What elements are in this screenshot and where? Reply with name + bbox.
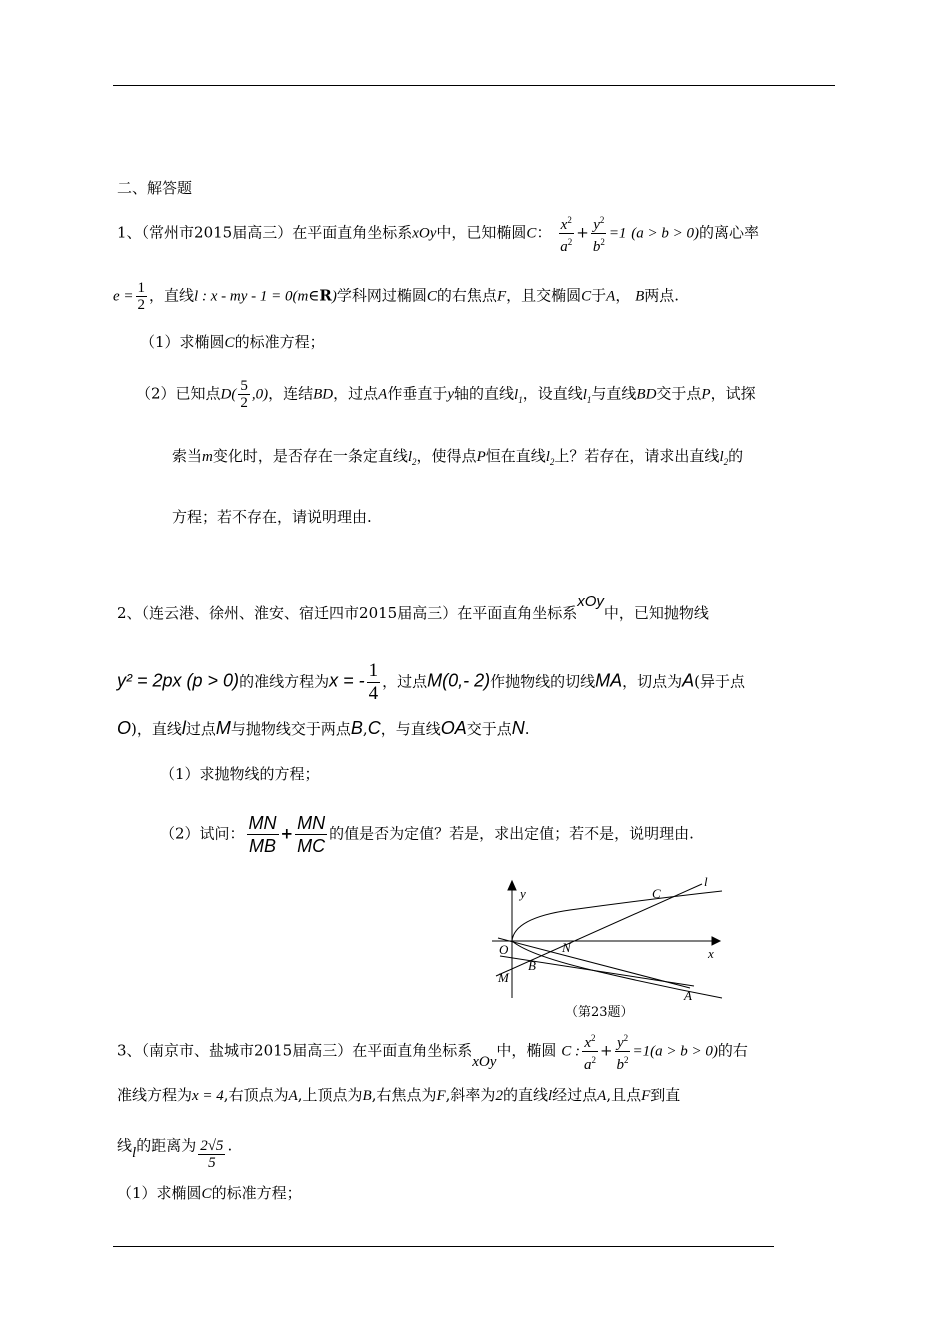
bottom-rule xyxy=(113,1246,774,1247)
q3-line3: 线l的距离为 $\frac{2√5}{5}$ . xyxy=(117,1136,233,1171)
q2-line2: y² = 2px (p > 0)的准线方程为x = - $\frac{1}{4}$ ，过点M(0,- 2)作抛物线的切线MA，切点为A(异于点 xyxy=(117,660,746,704)
q1-line1: 1、（常州市2015届高三）在平面直角坐标系xOy中，已知椭圆C： $\frac{x^2}{a^2}$ + $\frac{y^2}{b^2}$ =1 (a > b > 0)的离心率 xyxy=(117,212,759,255)
q3-frac-x2a2: $\frac{x^2}{a^2}$ xyxy=(582,1030,598,1073)
label-A: A xyxy=(684,988,692,1003)
q3-distance-frac: $\frac{2√5}{5}$ xyxy=(200,1138,224,1171)
q2-part2: （2）试问： $\frac{MN}{MB}$ + $\frac{MN}{MC}$ 的值是否为定值？若是，求出定值；若不是，说明理由. xyxy=(160,813,694,856)
x-axis-arrow xyxy=(712,937,720,945)
q3-line1: 3、（南京市、盐城市2015届高三）在平面直角坐标系xOy中，椭圆 C : $\frac{x^2}{a^2}$ + $\frac{y^2}{b^2}$ =1(a > b > 0)的右 xyxy=(117,1030,748,1073)
q1-frac-y2b2: $\frac{y^2}{b^2}$ xyxy=(591,212,607,255)
top-rule xyxy=(113,85,835,86)
q2-directrix-frac: $\frac{1}{4}$ xyxy=(368,660,379,704)
label-M: M xyxy=(498,970,509,985)
q2-line3: O)，直线l过点M与抛物线交于两点B,C，与直线OA交于点N. xyxy=(117,718,530,738)
q1-source: （常州市2015届高三） xyxy=(141,223,293,242)
q3-frac-y2b2: $\frac{y^2}{b^2}$ xyxy=(615,1030,631,1073)
label-B: B xyxy=(528,958,536,973)
section-title: 二、解答题 xyxy=(117,179,193,197)
parabola-figure xyxy=(490,876,740,1004)
label-x: x xyxy=(708,946,714,961)
watermark: 学科网 xyxy=(336,286,382,305)
q2-source: （连云港、徐州、淮安、宿迁四市2015届高三） xyxy=(141,604,458,622)
q3-part1: （1）求椭圆C的标准方程； xyxy=(117,1184,302,1202)
q1-frac-x2a2: $\frac{x^2}{a^2}$ xyxy=(558,212,574,255)
q1-part2-line2: 索当m变化时，是否存在一条定直线$l_2$，使得点P恒在直线$l_2$上？若存在，请求出直线$l_2$的 xyxy=(172,447,744,467)
label-O: O xyxy=(499,942,509,957)
parabola-upper xyxy=(512,891,722,941)
label-y: y xyxy=(520,886,526,901)
q1-part2-line1: （2）已知点D( $\frac{5}{2}$ ,0)，连结BD，过点A作垂直于y轴的直线$l_1$，设直线$l_1$与直线BD交于点P，试探 xyxy=(136,378,756,411)
label-N: N xyxy=(562,940,571,955)
q2-part1: （1）求抛物线的方程； xyxy=(160,765,320,783)
q2-line1: 2、（连云港、徐州、淮安、宿迁四市2015届高三）在平面直角坐标系xOy中，已知抛物线 xyxy=(117,593,709,622)
q1-part2-line3: 方程；若不存在，请说明理由. xyxy=(172,508,372,526)
q2-frac-mn-mb: $\frac{MN}{MB}$ xyxy=(248,813,277,856)
q1-e-frac: $\frac{1}{2}$ xyxy=(137,280,146,313)
q1-part1: （1）求椭圆C的标准方程； xyxy=(140,333,325,351)
q3-source: （南京市、盐城市2015届高三） xyxy=(141,1041,353,1060)
q3-line2: 准线方程为x = 4,右顶点为A,上顶点为B,右焦点为F,斜率为2的直线l经过点A,且点F到直 xyxy=(117,1086,681,1104)
q1-number: 1、 xyxy=(117,223,142,242)
q2-frac-mn-mc: $\frac{MN}{MC}$ xyxy=(297,813,326,856)
q1-D-frac: $\frac{5}{2}$ xyxy=(240,378,248,411)
label-C: C xyxy=(652,886,661,901)
label-l: l xyxy=(704,876,708,889)
q1-line2: e = $\frac{1}{2}$ ，直线l : x - my - 1 = 0(m∈R)学科网过椭圆C的右焦点F，且交椭圆C于A， B两点. xyxy=(113,280,680,313)
y-axis-arrow xyxy=(508,881,516,890)
line-l xyxy=(496,884,702,976)
figure-caption: （第23题） xyxy=(565,1005,634,1020)
